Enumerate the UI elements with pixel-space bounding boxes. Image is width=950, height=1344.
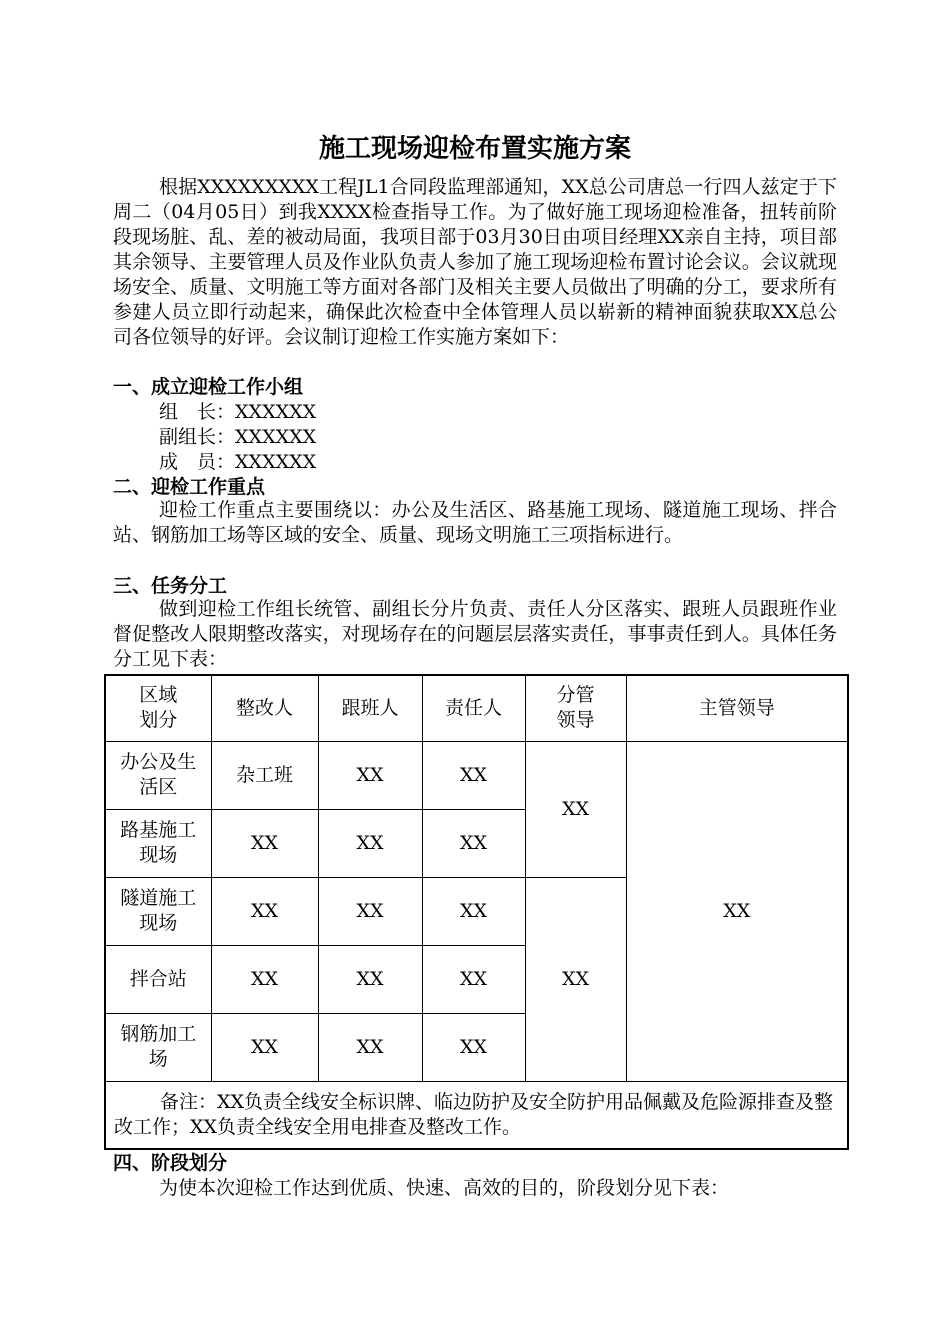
cell-follower: XX [318, 809, 422, 877]
header-rectifier: 整改人 [211, 675, 318, 741]
header-branch-leader: 分管领导 [525, 675, 626, 741]
section2-paragraph: 迎检工作重点主要围绕以：办公及生活区、路基施工现场、隧道施工现场、拌合站、钢筋加工场等区域的安全、质量、现场文明施工三项指标进行。 [113, 499, 837, 546]
header-follower: 跟班人 [318, 675, 422, 741]
cell-responsible: XX [422, 809, 525, 877]
document-title: 施工现场迎检布置实施方案 [318, 134, 631, 164]
cell-area: 钢筋加工场 [105, 1013, 211, 1081]
cell-area: 隧道施工现场 [105, 877, 211, 945]
member-members: 成 员：XXXXXX [159, 451, 317, 473]
member-leader: 组 长：XXXXXX [159, 401, 317, 423]
cell-rectifier: XX [211, 945, 318, 1013]
cell-rectifier: XX [211, 877, 318, 945]
table-row [105, 741, 848, 809]
cell-follower: XX [318, 741, 422, 809]
cell-branch-leader-2: XX [525, 877, 626, 1081]
cell-rectifier: XX [211, 809, 318, 877]
intro-paragraph: 根据XXXXXXXXX工程JL1合同段监理部通知，XX总公司唐总一行四人兹定于下周二（04月05日）到我XXXX检查指导工作。为了做好施工现场迎检准备，扭转前阶段现场脏、乱、差的被动局面，我项目部于03月30日由项目经理XX亲自主持，项目部其余领导、主要管理人员及作业队负责人参加了施工现场迎检布置讨论会议。会议就现场安全、质量、文明施工等方面对各部门及相关主要人员做出了明确的分工，要求所有参建人员立即行动起来，确保此次检查中全体管理人员以崭新的精神面貌获取XX总公司各位领导的好评。会议制订迎检工作实施方案如下： [113, 176, 837, 348]
cell-follower: XX [318, 945, 422, 1013]
section3-heading: 三、任务分工 [113, 575, 228, 597]
table-note-row [105, 1081, 848, 1149]
cell-area: 拌合站 [105, 945, 211, 1013]
member-deputy-leader: 副组长：XXXXXX [159, 426, 317, 448]
header-area: 区域划分 [105, 675, 211, 741]
cell-area: 办公及生活区 [105, 741, 211, 809]
cell-responsible: XX [422, 877, 525, 945]
section1-heading: 一、成立迎检工作小组 [113, 376, 304, 398]
cell-follower: XX [318, 1013, 422, 1081]
table-header-row [105, 675, 848, 741]
section4-paragraph: 为使本次迎检工作达到优质、快速、高效的目的，阶段划分见下表： [159, 1177, 730, 1199]
table-note: 备注：XX负责全线安全标识牌、临边防护及安全防护用品佩戴及危险源排查及整改工作；XX负责全线安全用电排查及整改工作。 [105, 1081, 848, 1149]
header-responsible: 责任人 [422, 675, 525, 741]
cell-responsible: XX [422, 1013, 525, 1081]
cell-responsible: XX [422, 741, 525, 809]
cell-responsible: XX [422, 945, 525, 1013]
cell-follower: XX [318, 877, 422, 945]
cell-rectifier: XX [211, 1013, 318, 1081]
task-division-table [104, 674, 849, 1150]
cell-chief-leader: XX [626, 741, 848, 1081]
header-chief-leader: 主管领导 [626, 675, 848, 741]
section3-paragraph: 做到迎检工作组长统管、副组长分片负责、责任人分区落实、跟班人员跟班作业督促整改人限期整改落实，对现场存在的问题层层落实责任，事事责任到人。具体任务分工见下表： [113, 598, 837, 670]
cell-rectifier: 杂工班 [211, 741, 318, 809]
section4-heading: 四、阶段划分 [113, 1152, 228, 1174]
cell-branch-leader-1: XX [525, 741, 626, 877]
cell-area: 路基施工现场 [105, 809, 211, 877]
section2-heading: 二、迎检工作重点 [113, 476, 266, 498]
